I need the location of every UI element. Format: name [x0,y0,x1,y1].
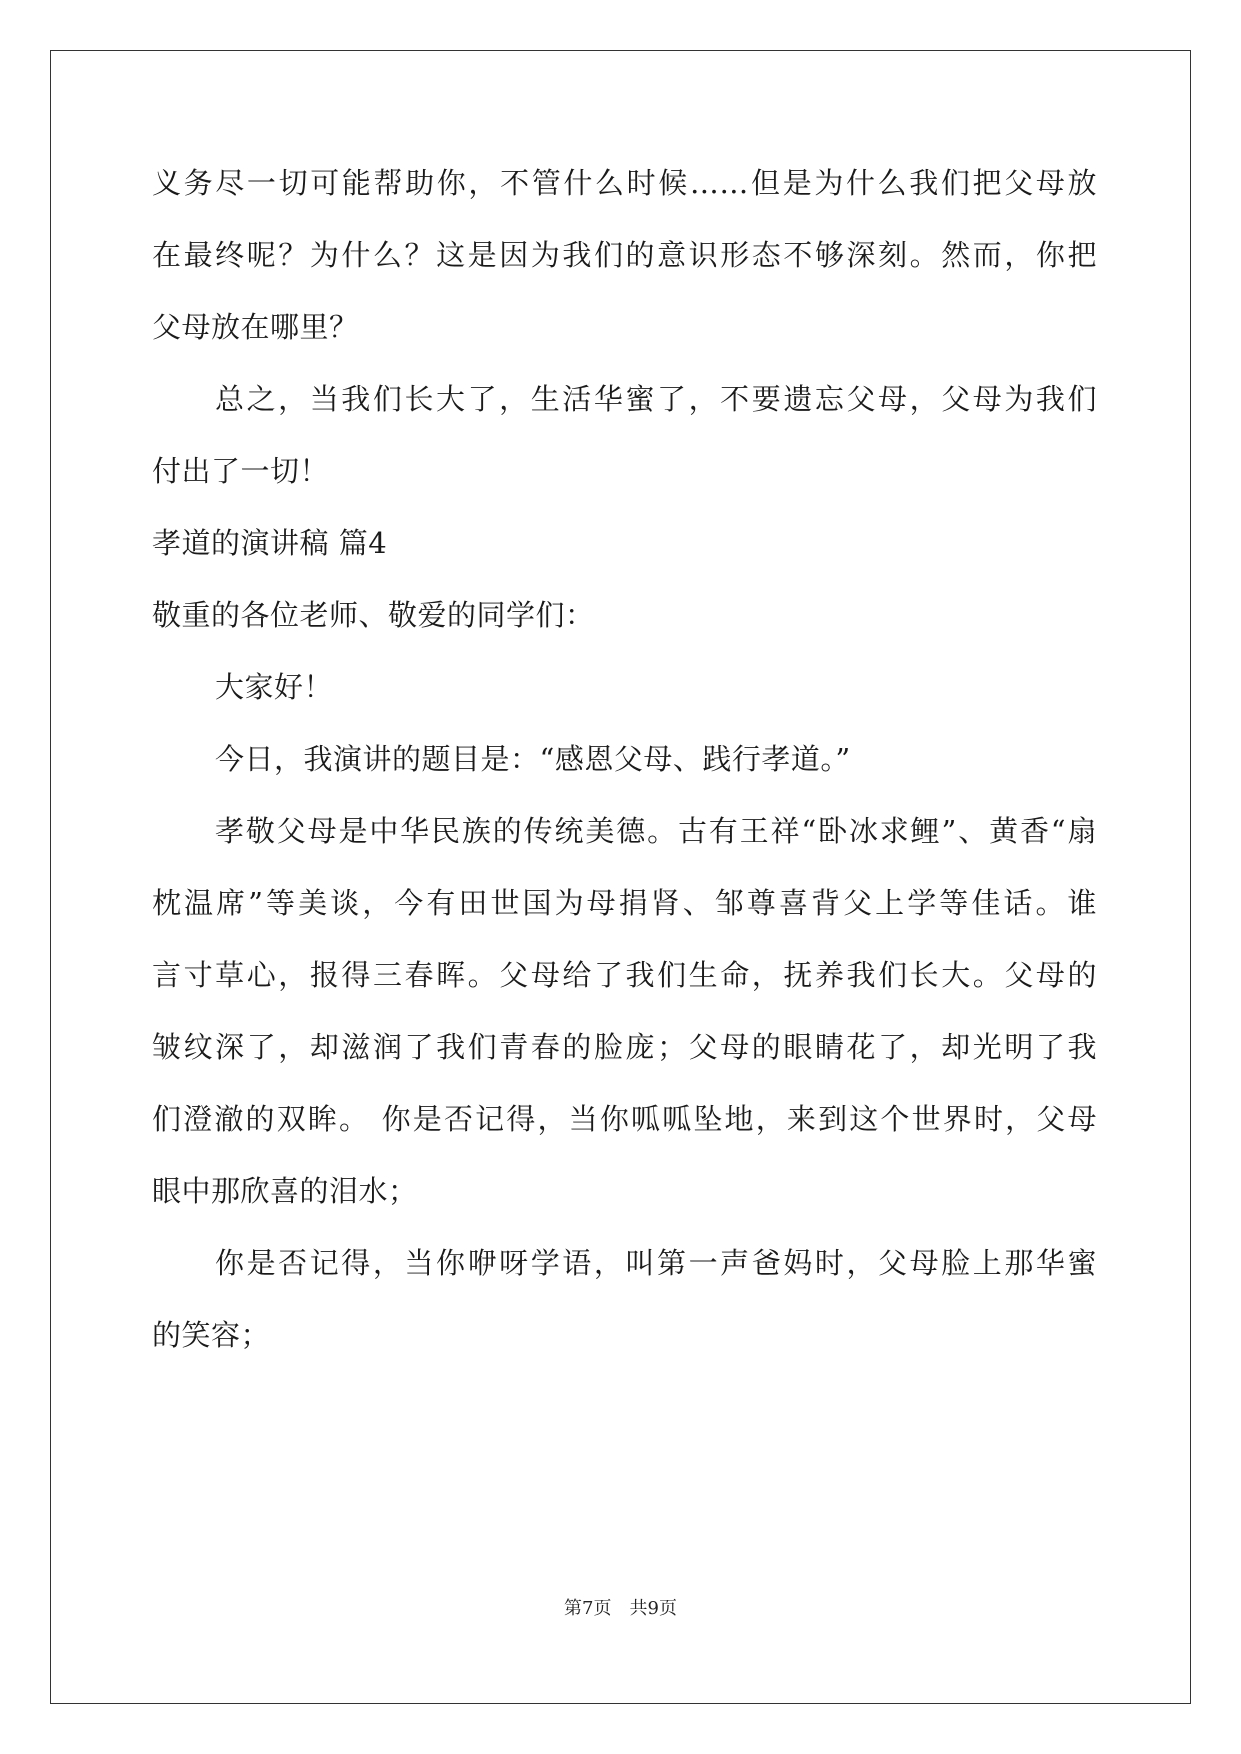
text-line-2: 在最终呢？为什么？这是因为我们的意识形态不够深刻。然而，你把 [152,238,1097,272]
salutation: 敬重的各位老师、敬爱的同学们： [152,598,595,632]
text-line-5: 付出了一切！ [152,454,330,488]
text-line-13: 皱纹深了，却滋润了我们青春的脸庞；父母的眼睛花了，却光明了我 [152,1030,1097,1064]
text-line-9: 今日，我演讲的题目是：“感恩父母、践行孝道。” [215,742,851,776]
page-number-current: 第7页 [564,1598,612,1619]
section-heading: 孝道的演讲稿 篇4 [152,526,388,560]
text-line-17: 的笑容； [152,1318,271,1352]
text-line-4: 总之，当我们长大了，生活华蜜了，不要遗忘父母，父母为我们 [215,382,1097,416]
text-line-15: 眼中那欣喜的泪水； [152,1174,418,1208]
page-number-total: 共9页 [629,1598,677,1619]
text-line-14: 们澄澈的双眸。 你是否记得，当你呱呱坠地，来到这个世界时，父母 [152,1102,1097,1136]
text-line-3: 父母放在哪里？ [152,310,359,344]
page-footer [0,1597,1241,1621]
greeting: 大家好！ [215,670,334,704]
text-line-10: 孝敬父母是中华民族的传统美德。古有王祥“卧冰求鲤”、黄香“扇 [215,814,1097,848]
text-line-1: 义务尽一切可能帮助你，不管什么时候……但是为什么我们把父母放 [152,166,1097,200]
text-line-16: 你是否记得，当你咿呀学语，叫第一声爸妈时，父母脸上那华蜜 [215,1246,1097,1280]
page-border [50,50,1191,1704]
text-line-12: 言寸草心，报得三春晖。父母给了我们生命，抚养我们长大。父母的 [152,958,1097,992]
text-line-11: 枕温席”等美谈，今有田世国为母捐肾、邹尊喜背父上学等佳话。谁 [152,886,1097,920]
